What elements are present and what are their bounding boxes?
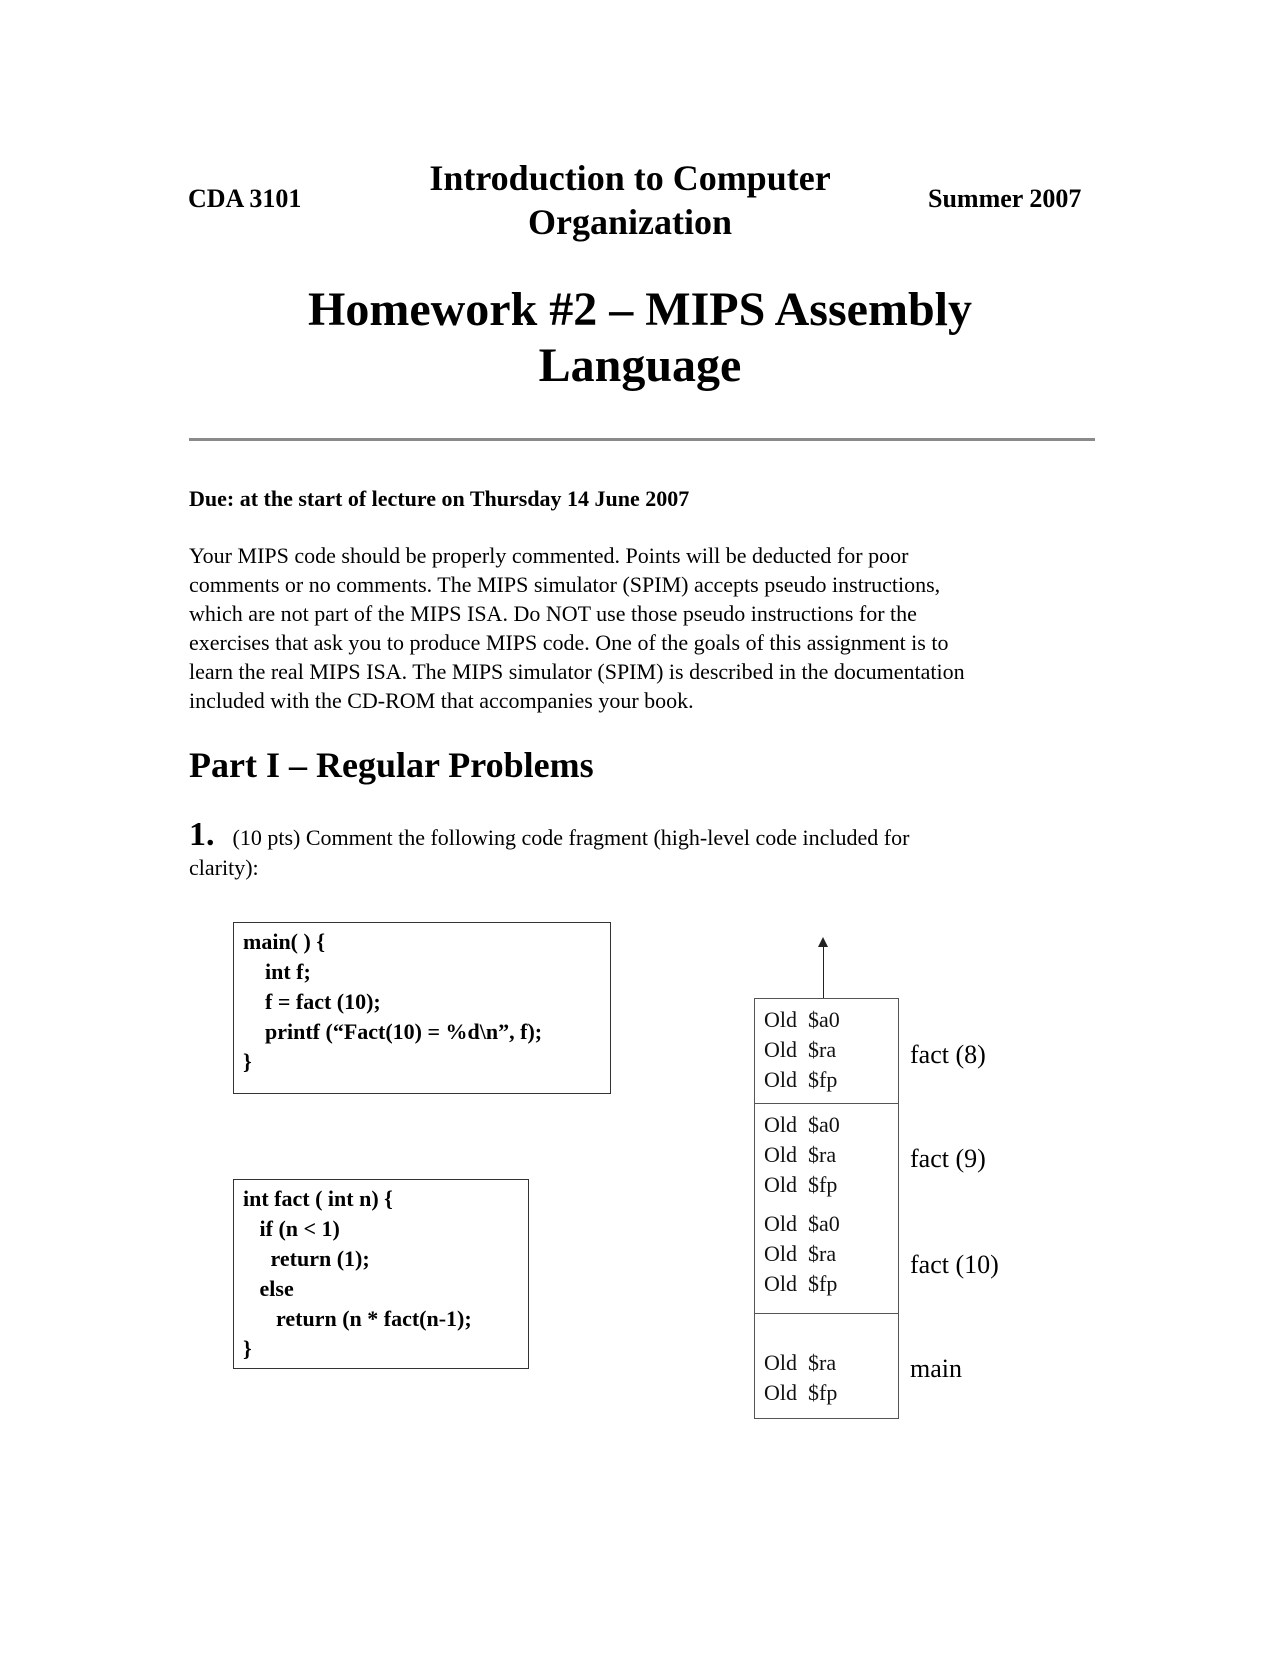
stack-growth-arrow bbox=[823, 944, 824, 998]
course-title-line1: Introduction to Computer bbox=[429, 158, 831, 198]
question-1 bbox=[189, 816, 1089, 883]
question-text: (10 pts) Comment the following code fragment (high-level code included for bbox=[232, 825, 910, 850]
question-number: 1. bbox=[189, 816, 215, 853]
register-entry: Old $ra bbox=[764, 1037, 837, 1062]
course-title bbox=[400, 156, 860, 244]
course-code: CDA 3101 bbox=[188, 184, 302, 213]
register-entry: Old $ra bbox=[764, 1142, 837, 1167]
code-line: } bbox=[243, 1336, 252, 1361]
register-entry: Old $a0 bbox=[764, 1112, 840, 1137]
part-heading: Part I – Regular Problems bbox=[189, 745, 594, 785]
register-entry: Old $fp bbox=[764, 1067, 838, 1092]
frame-label: fact (8) bbox=[910, 1040, 986, 1069]
intro-line: which are not part of the MIPS ISA. Do NOT use those pseudo instructions for the bbox=[189, 601, 917, 626]
code-line: int fact ( int n) { bbox=[243, 1186, 393, 1211]
register-entry: Old $fp bbox=[764, 1172, 838, 1197]
intro-line: comments or no comments. The MIPS simulator (SPIM) accepts pseudo instructions, bbox=[189, 572, 941, 597]
register-entry: Old $a0 bbox=[764, 1211, 840, 1236]
code-line: return (n * fact(n-1); bbox=[243, 1306, 472, 1331]
intro-line: Your MIPS code should be properly commented. Points will be deducted for poor bbox=[189, 543, 909, 568]
code-line: main( ) { bbox=[243, 929, 325, 954]
register-entry: Old $fp bbox=[764, 1271, 838, 1296]
arrow-up-icon bbox=[818, 937, 828, 947]
stack-frame-main bbox=[755, 1314, 898, 1420]
due-date: Due: at the start of lecture on Thursday 14 June 2007 bbox=[189, 486, 690, 511]
stack-frame-fact-9-10 bbox=[755, 1104, 898, 1314]
page-title-line2: Language bbox=[538, 339, 742, 392]
intro-line: exercises that ask you to produce MIPS code. One of the goals of this assignment is to bbox=[189, 630, 949, 655]
code-box-main bbox=[233, 922, 611, 1094]
code-line: int f; bbox=[243, 959, 311, 984]
page-title-line1: Homework #2 – MIPS Assembly bbox=[308, 283, 972, 336]
intro-line: included with the CD-ROM that accompanies your book. bbox=[189, 688, 694, 713]
register-entry: Old $fp bbox=[764, 1380, 838, 1405]
register-entry: Old $ra bbox=[764, 1241, 837, 1266]
frame-label: fact (10) bbox=[910, 1250, 999, 1279]
question-text-cont: clarity): bbox=[189, 855, 259, 880]
code-line: return (1); bbox=[243, 1246, 370, 1271]
code-line: f = fact (10); bbox=[243, 989, 381, 1014]
code-line: else bbox=[243, 1276, 294, 1301]
horizontal-divider bbox=[189, 438, 1095, 441]
frame-label: fact (9) bbox=[910, 1144, 986, 1173]
code-line: printf (“Fact(10) = %d\n”, f); bbox=[243, 1019, 543, 1044]
page-title bbox=[260, 282, 1020, 394]
code-line: } bbox=[243, 1049, 252, 1074]
code-line: if (n < 1) bbox=[243, 1216, 340, 1241]
term: Summer 2007 bbox=[928, 184, 1082, 213]
code-box-fact bbox=[233, 1179, 529, 1369]
frame-label: main bbox=[910, 1354, 962, 1383]
register-entry: Old $ra bbox=[764, 1350, 837, 1375]
intro-paragraph bbox=[189, 541, 1089, 715]
intro-line: learn the real MIPS ISA. The MIPS simulator (SPIM) is described in the documentation bbox=[189, 659, 965, 684]
register-entry: Old $a0 bbox=[764, 1007, 840, 1032]
stack-frame-fact-8 bbox=[755, 999, 898, 1104]
course-title-line2: Organization bbox=[528, 202, 732, 242]
stack-diagram bbox=[754, 998, 899, 1419]
